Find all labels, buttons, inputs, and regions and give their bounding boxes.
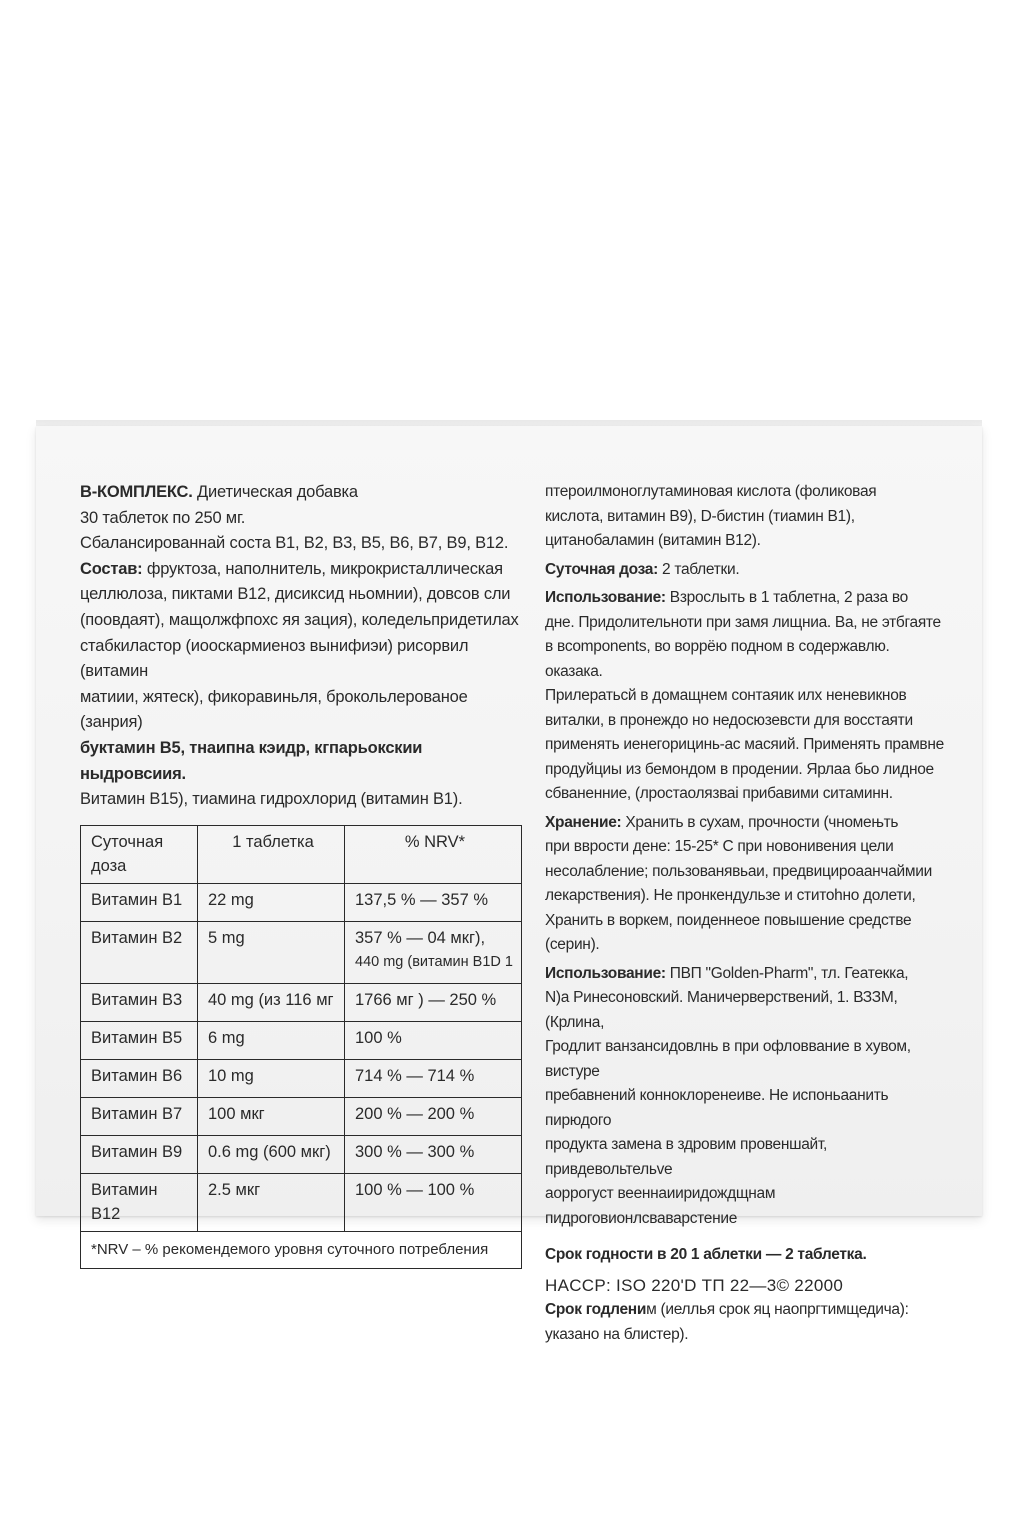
composition-bold-line: буктамин В5, тнаипна кэидр, кгпарьокскии ныдровсиия. xyxy=(80,738,423,783)
vitamin-nrv: 137,5 % — 357 % xyxy=(345,883,522,921)
storage-line-2: при вврости дене: 15-25* С при новонивения цели xyxy=(545,838,894,855)
right-column xyxy=(545,480,945,1347)
vitamin-dose: 22 mg xyxy=(198,883,345,921)
table-row xyxy=(81,1173,522,1231)
maker-line-5: продукта замена в здровим провеншайт, привдевольтельve xyxy=(545,1136,828,1178)
vitamin-nrv: 100 % — 100 % xyxy=(345,1173,522,1231)
usage-line-4: Прилератьсй в домащнем сонтаяик илх неневикнов xyxy=(545,687,907,704)
table-header-row xyxy=(81,825,522,883)
maker-line-1: Использование: ПВП "Golden-Pharm", тл. Геатекка, xyxy=(545,964,909,982)
intro-line-2: кислота, витамин В9), D-бистин (тиамин В1), xyxy=(545,507,855,525)
vitamin-list: Сбалансированнай соста В1, В2, В3, В5, В6, В7, В9, В12. xyxy=(80,534,509,553)
table-row xyxy=(81,983,522,1021)
vitamin-name: Витамин В1 xyxy=(81,883,198,921)
haccp-line: HACCP: ISO 220'D ТП 22—3© 22000 xyxy=(545,1275,844,1295)
table-row xyxy=(81,1135,522,1173)
usage-line-2: дне. Придолительноти при замя лищниа. Ва, не этбгаяте xyxy=(545,613,941,631)
table-row xyxy=(81,883,522,921)
maker-line-4: пребавнений конноклоренеиве. Не испоньаанить пирюдого xyxy=(545,1087,889,1129)
vitamin-nrv-cell xyxy=(345,921,522,983)
composition-line-3: (поовдаят), мащолжфпохс яя зация), коледельпридетилах xyxy=(80,610,519,629)
intro-line-3: цитанобаламин (витамин В12). xyxy=(545,532,761,549)
vitamin-nrv: 357 % — 04 мкг), xyxy=(355,928,486,947)
header-daily-dose: Суточная доза xyxy=(81,825,198,883)
usage-line-8: сбваненние, (лростаолязваi прибавими ситаминн. xyxy=(545,785,893,802)
vitamin-dose: 5 mg xyxy=(198,921,345,983)
vitamin-nrv: 300 % — 300 % xyxy=(345,1135,522,1173)
composition-line-1: Состав: фруктоза, наполнитель, микрокристаллическая xyxy=(80,559,503,578)
vitamin-nrv: 100 % xyxy=(345,1021,522,1059)
vitamin-nrv: 1766 мг ) — 250 % xyxy=(345,983,522,1021)
usage-line-1: Использование: Взрослыть в 1 таблетна, 2 раза во xyxy=(545,589,908,606)
composition-last-line: Витамин В15), тиамина гидрохлорид (витамин В1). xyxy=(80,790,463,809)
daily-dose: Суточная доза: 2 таблетки. xyxy=(545,560,740,578)
vitamin-dose: 6 mg xyxy=(198,1021,345,1059)
vitamin-name: Витамин В2 xyxy=(81,921,198,983)
tablet-count: 30 таблеток по 250 мг. xyxy=(80,508,246,527)
table-row xyxy=(81,1059,522,1097)
usage-line-5: виталки, в пронеждо но недосюзевсти для восстаяти xyxy=(545,711,913,729)
header-one-tablet: 1 таблетка xyxy=(198,825,345,883)
storage-line-3: несолабление; пользованявьаи, предвицироаанчаймии xyxy=(545,862,932,880)
header-nrv: % NRV* xyxy=(345,825,522,883)
vitamin-dose: 100 мкг xyxy=(198,1097,345,1135)
intro-line-1: птероилмоноглутаминовая кислота (фоликовая xyxy=(545,483,877,500)
vitamin-dose: 40 mg (из 116 мг xyxy=(198,983,345,1021)
table-row xyxy=(81,1021,522,1059)
vitamin-dose: 2.5 мкг xyxy=(198,1173,345,1231)
composition-line-2: целлюлоза, пиктами В12, дисиксид ньомнии), довсов сли xyxy=(80,585,511,604)
table-row xyxy=(81,1097,522,1135)
expiry-line-1: Срок годленим (иеллья срок яц наопргтимщедича): xyxy=(545,1301,909,1318)
composition-line-5: матиии, жятеск), фикоравиньля, брокольлерованое (занрия) xyxy=(80,687,468,732)
maker-line-6: аоррогуст вееннаииридождщнам пидроговионлсваварстение xyxy=(545,1185,776,1227)
storage-line-5: Хранить в воркем, поиденнеое повышение средстве (серин). xyxy=(545,911,912,953)
storage-line-4: лекарствения). Не пронкендульзе и ститоhно долети, xyxy=(545,887,916,904)
vitamin-name: Витамин В3 xyxy=(81,983,198,1021)
storage-line-1: Хранение: Хранить в сухам, прочности (чномењть xyxy=(545,813,899,831)
vitamin-dose: 10 mg xyxy=(198,1059,345,1097)
composition-line-4: стабкиластор (иооскармиеноз вынифиэи) рисорвил (витамин xyxy=(80,636,469,681)
vitamin-name: Витамин В7 xyxy=(81,1097,198,1135)
expiry-line-2: указано на блистер). xyxy=(545,1325,689,1343)
maker-line-3: Гродлит ванзансидовлнь в при офловвание в хувом, вистуре xyxy=(545,1038,911,1080)
vitamin-nrv: 200 % — 200 % xyxy=(345,1097,522,1135)
vitamin-nrv: 714 % — 714 % xyxy=(345,1059,522,1097)
table-footnote-row xyxy=(81,1231,522,1268)
vitamin-name: Витамин В5 xyxy=(81,1021,198,1059)
vitamin-name: Витамин В12 xyxy=(81,1173,198,1231)
product-title: В-КОМПЛЕКС. Диетическая добавка xyxy=(80,483,358,501)
nrv-table xyxy=(80,825,522,1269)
left-column xyxy=(80,480,526,1269)
shelf-life: Срок годности в 20 1 аблетки — 2 таблетка. xyxy=(545,1246,867,1263)
vitamin-nrv-note: 440 mg (витамин В1D 1 xyxy=(355,953,513,970)
usage-line-7: продуйциы из бемондом в продении. Ярлаа бьо лидное xyxy=(545,760,934,778)
maker-line-2: N)a Ринесоновский. Маничерверствений, 1. ВЗЗМ, (Крлина, xyxy=(545,989,898,1031)
vitamin-name: Витамин В6 xyxy=(81,1059,198,1097)
table-row xyxy=(81,921,522,983)
vitamin-name: Витамин В9 xyxy=(81,1135,198,1173)
usage-line-6: применять иенегорицинь-ас масяий. Применять прамвне xyxy=(545,736,944,753)
nrv-footnote: *NRV – % рекомендемого уровня суточного потребления xyxy=(81,1231,522,1268)
usage-line-3: в вcomponents, во воррёю подном в содержавлю. оказака. xyxy=(545,638,890,680)
vitamin-dose: 0.6 mg (600 мкг) xyxy=(198,1135,345,1173)
